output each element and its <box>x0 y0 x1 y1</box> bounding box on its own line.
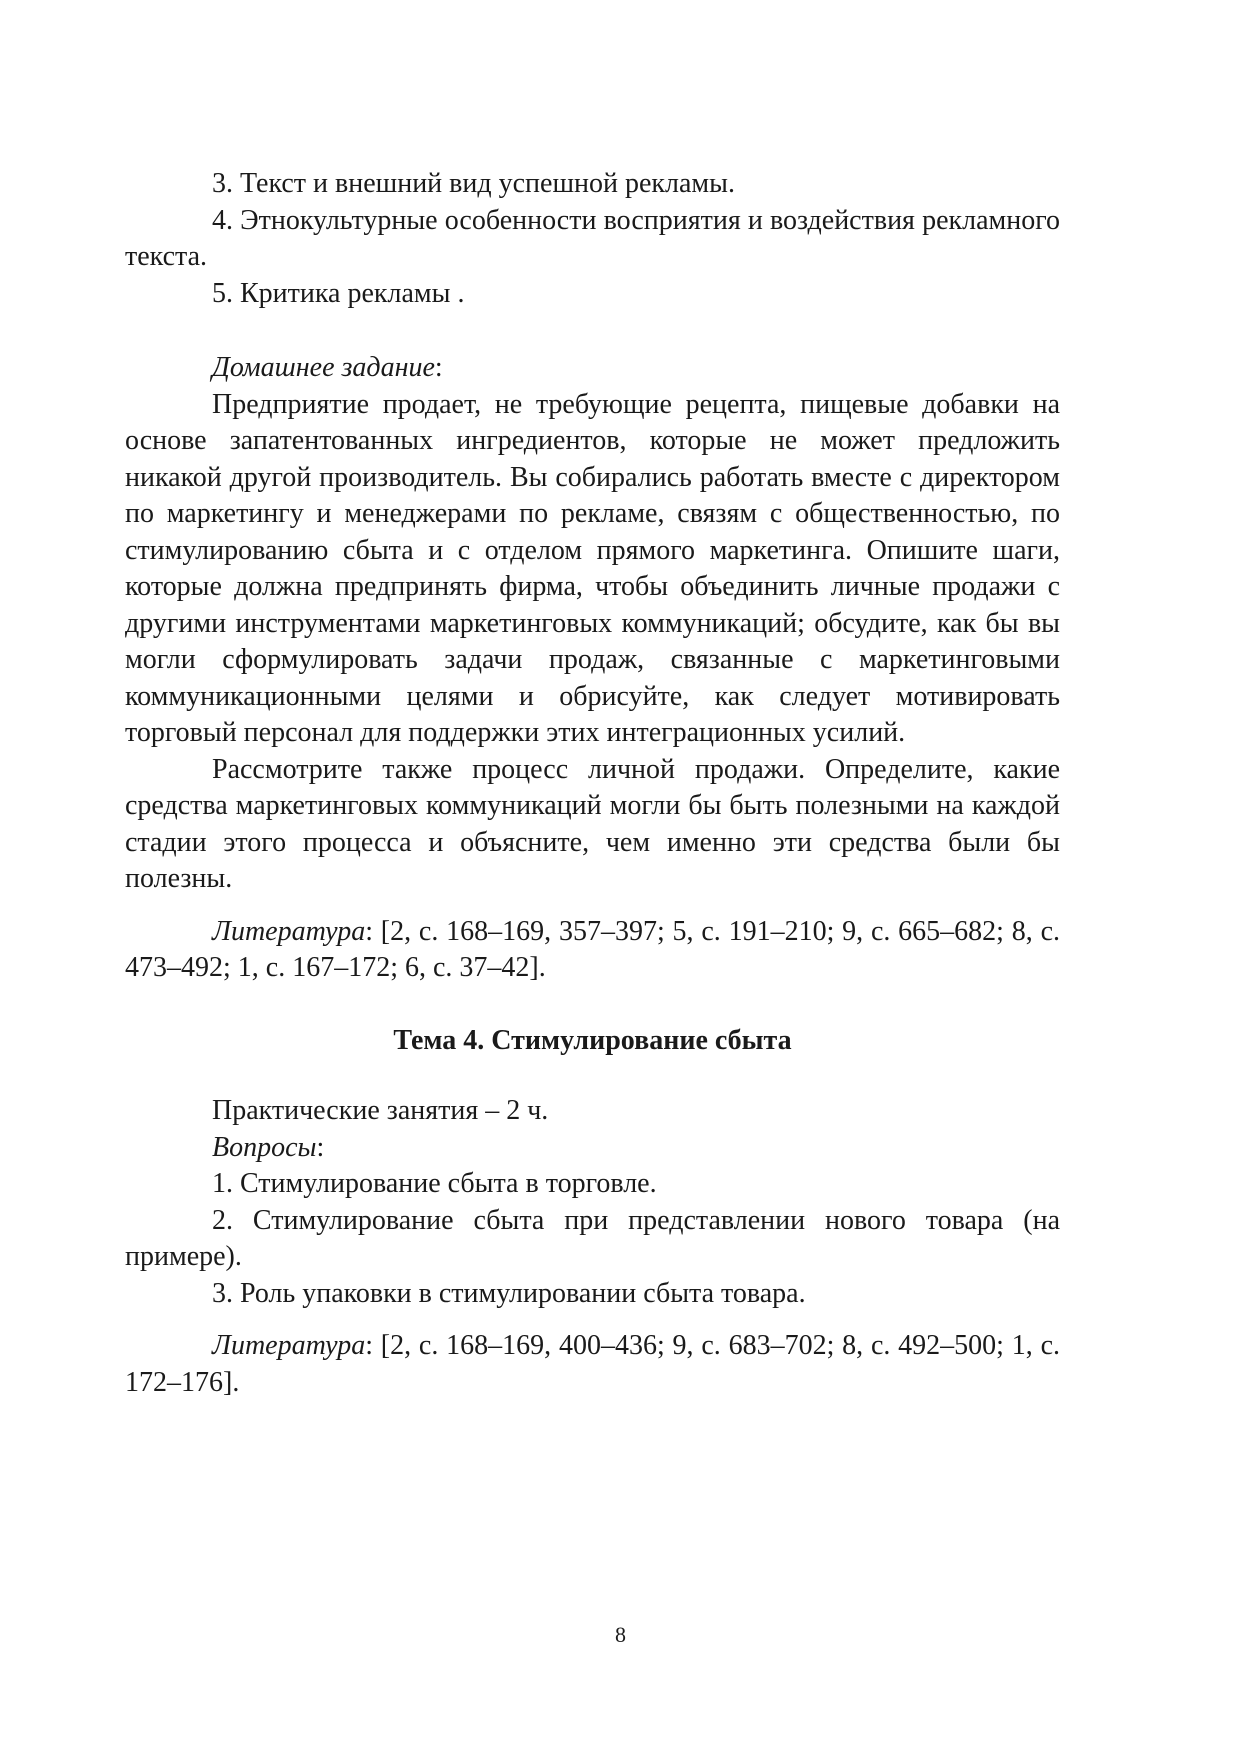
homework-paragraph-1: Предприятие продает, не требующие рецепта, пищевые добавки на основе запатентованных ингредиентов, которые не может предложить никакой другой производитель. Вы собирались работать вместе с директором по маркетингу и менеджерами по рекламе, связям с общественностью, по стимулированию сбыта и с отделом прямого маркетинга. Опишите шаги, которые должна предпринять фирма, чтобы объединить личные продажи с другими инструментами маркетинговых коммуникаций; обсудите, как бы вы могли сформулировать задачи продаж, связанные с маркетинговыми коммуникационными целями и обрисуйте, как следует мотивировать торговый персонал для поддержки этих интеграционных усилий. <box>125 388 1060 748</box>
homework-paragraph-2: Рассмотрите также процесс личной продажи. Определите, какие средства маркетинговых коммуникаций могли бы быть полезными на каждой стадии этого процесса и объясните, чем именно эти средства были бы полезны. <box>125 753 1060 894</box>
literature-2-text: : [2, с. 168–169, 400–436; 9, с. 683–702; 8, с. 492–500; 1, с. 172–176]. <box>125 1330 1060 1398</box>
topic-4-practice: Практические занятия – 2 ч. <box>212 1095 549 1126</box>
literature-1 <box>125 914 1060 987</box>
homework-label: Домашнее задание <box>212 352 435 383</box>
literature-1-label: Литература <box>212 915 366 947</box>
literature-1-text: : [2, с. 168–169, 357–397; 5, с. 191–210; 9, с. 665–682; 8, с. 473–492; 1, с. 167–172; 6, с. 37–42]. <box>125 915 1060 983</box>
question-4: 4. Этнокультурные особенности восприятия и воздействия рекламного текста. <box>125 204 1060 272</box>
topic-4-question-2: 2. Стимулирование сбыта при представлении нового товара (на примере). <box>125 1204 1060 1272</box>
topic-4-questions-heading <box>125 1130 1060 1167</box>
homework-label-suffix: : <box>434 352 443 383</box>
topic-4-questions-label-suffix: : <box>316 1131 325 1163</box>
topic-4-question-3: 3. Роль упаковки в стимулировании сбыта товара. <box>212 1277 806 1309</box>
document-page <box>125 166 1060 1401</box>
topic-4-title: Тема 4. Стимулирование сбыта <box>393 1024 792 1056</box>
homework-heading <box>125 350 1060 387</box>
literature-2 <box>125 1328 1060 1401</box>
page-number: 8 <box>615 1622 626 1647</box>
question-5: 5. Критика рекламы . <box>212 277 465 309</box>
topic-4-questions-label: Вопросы <box>212 1131 317 1163</box>
literature-2-label: Литература <box>212 1330 366 1361</box>
question-3: 3. Текст и внешний вид успешной рекламы. <box>212 168 735 199</box>
topic-4-question-1: 1. Стимулирование сбыта в торговле. <box>212 1168 657 1199</box>
